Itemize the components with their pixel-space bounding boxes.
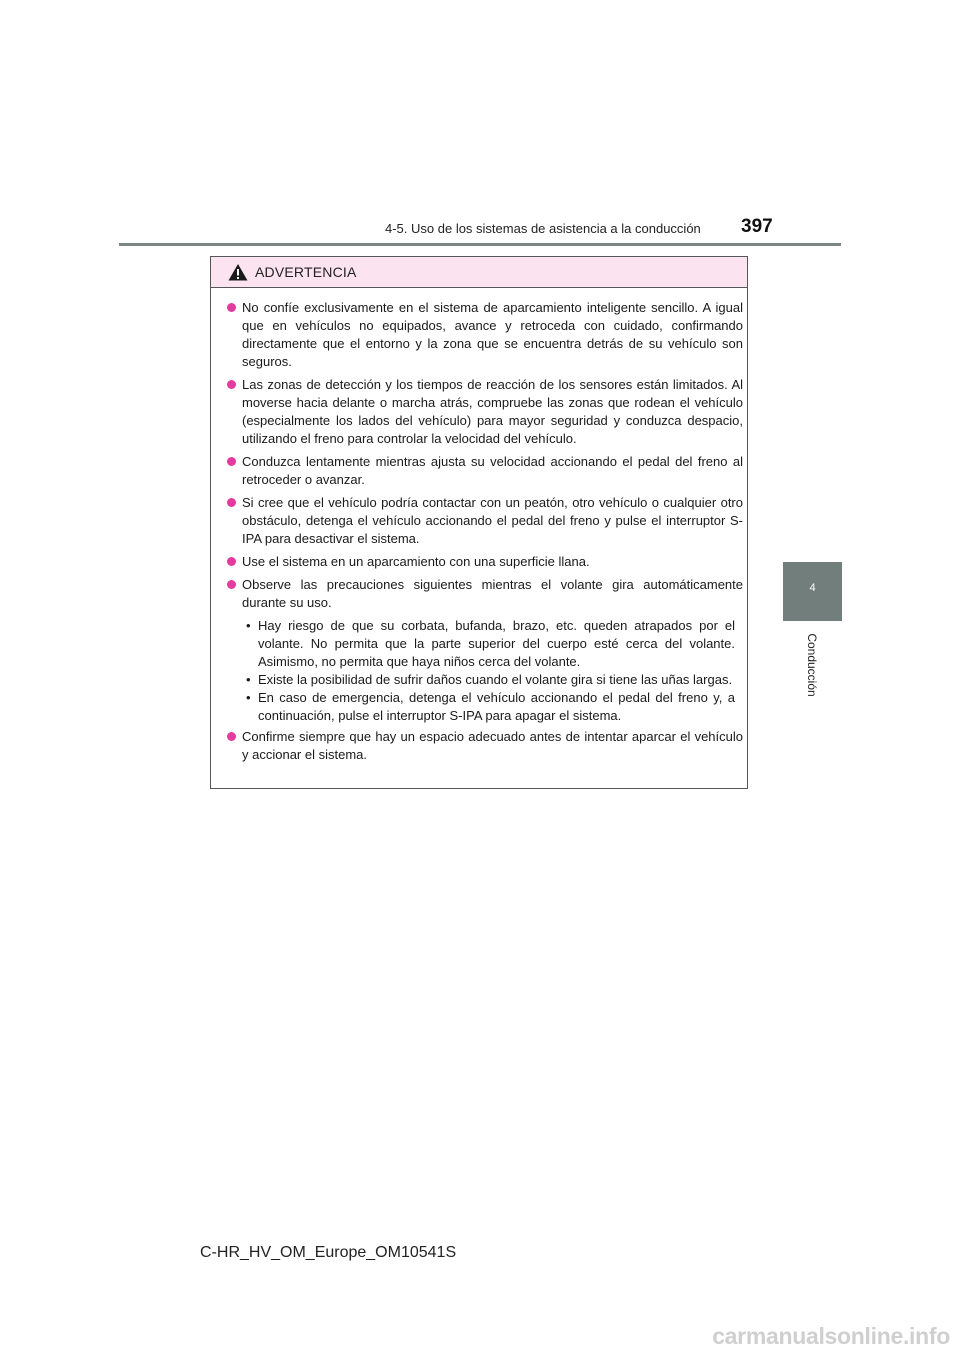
bullet-dot-icon: [227, 498, 236, 507]
warning-item: [227, 728, 743, 764]
section-title: 4-5. Uso de los sistemas de asistencia a la conducción: [385, 221, 701, 236]
warning-item: [227, 299, 743, 371]
watermark[interactable]: carmanualsonline.info: [712, 1323, 950, 1349]
bullet-dot-icon: [227, 303, 236, 312]
page-number: 397: [741, 216, 773, 237]
warning-item-text: Si cree que el vehículo podría contactar con un peatón, otro vehículo o cualquier otro obstáculo, detenga el vehículo accionando el pedal del freno y pulse el interruptor S-IPA para desactivar el sistema.: [242, 495, 743, 546]
bullet-dot-icon: [227, 457, 236, 466]
warning-item-text: No confíe exclusivamente en el sistema de aparcamiento inteligente sencillo. A igual que en vehículos no equipados, avance y retroceda con cuidado, confirmando directamente que el entorno y la zona que se encuentra detrás de su vehículo son seguros.: [242, 300, 743, 369]
bullet-dot-icon: [227, 557, 236, 566]
warning-item: [227, 494, 743, 548]
header-rule: [119, 243, 841, 246]
warning-header: [211, 257, 747, 288]
bullet-dot-icon: [227, 580, 236, 589]
sublist-item: [227, 689, 743, 725]
warning-item-text: Confirme siempre que hay un espacio adecuado antes de intentar aparcar el vehículo y accionar el sistema.: [242, 729, 743, 762]
sublist-item: [227, 671, 743, 689]
warning-item-text: Use el sistema en un aparcamiento con una superficie llana.: [242, 554, 590, 569]
document-code: C-HR_HV_OM_Europe_OM10541S: [200, 1244, 457, 1261]
warning-item: [227, 576, 743, 612]
bullet-dot-icon: [227, 380, 236, 389]
warning-item: [227, 453, 743, 489]
sub-bullet: •: [246, 690, 251, 705]
chapter-tab[interactable]: [783, 562, 842, 621]
sublist-item-text: En caso de emergencia, detenga el vehículo accionando el pedal del freno y, a continuación, pulse el interruptor S-IPA para apagar el sistema.: [258, 690, 735, 723]
chapter-label: Conducción: [805, 633, 819, 697]
bullet-dot-icon: [227, 732, 236, 741]
warning-triangle-icon: [228, 263, 248, 281]
warning-body: [227, 299, 743, 769]
warning-item: [227, 553, 743, 571]
sub-bullet: •: [246, 618, 251, 633]
warning-title: ADVERTENCIA: [255, 264, 357, 280]
warning-item-text: Las zonas de detección y los tiempos de reacción de los sensores están limitados. Al moverse hacia delante o marcha atrás, compruebe las zonas que rodean el vehículo (especialmente los lados del vehículo) para mayor seguridad y conduzca despacio, utilizando el freno para controlar la velocidad del vehículo.: [242, 377, 743, 446]
sub-bullet: •: [246, 672, 251, 687]
warning-item: [227, 376, 743, 448]
sublist-item-text: Existe la posibilidad de sufrir daños cuando el volante gira si tiene las uñas largas.: [258, 672, 733, 687]
warning-item-text: Observe las precauciones siguientes mientras el volante gira automáticamente durante su uso.: [242, 577, 743, 610]
warning-item-text: Conduzca lentamente mientras ajusta su velocidad accionando el pedal del freno al retroceder o avanzar.: [242, 454, 743, 487]
sublist-item-text: Hay riesgo de que su corbata, bufanda, brazo, etc. queden atrapados por el volante. No permita que la parte superior del cuerpo esté cerca del volante. Asimismo, no permita que haya niños cerca del volante.: [258, 618, 735, 669]
chapter-tab-number: 4: [809, 582, 816, 594]
sublist-item: [227, 617, 743, 671]
precautions-sublist: [227, 617, 743, 725]
warning-box: [210, 256, 748, 789]
